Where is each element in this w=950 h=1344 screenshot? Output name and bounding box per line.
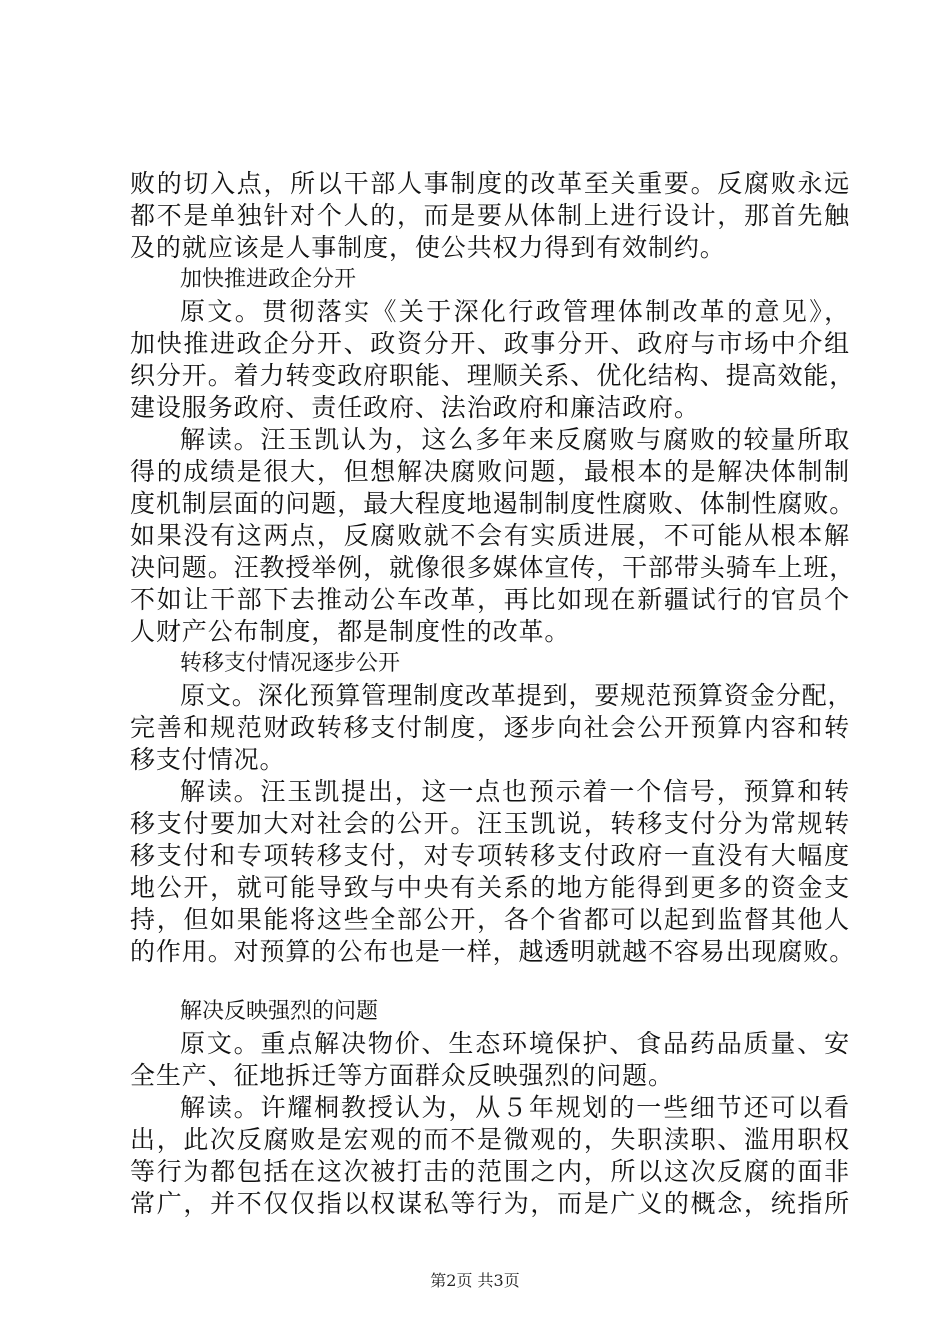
body-line: 的作用。对预算的公布也是一样，越透明就越不容易出现腐败。 [130, 937, 856, 966]
body-line: 得的成绩是很大，但想解决腐败问题，最根本的是解决体制制 [130, 457, 850, 486]
body-line: 织分开。着力转变政府职能、理顺关系、优化结构、提高效能， [130, 361, 856, 390]
section-heading: 转移支付情况逐步公开 [180, 651, 401, 676]
paragraph-gap [130, 968, 850, 996]
body-line: 完善和规范财政转移支付制度，逐步向社会公开预算内容和转 [130, 713, 850, 742]
body-line: 如果没有这两点，反腐败就不会有实质进展，不可能从根本解 [130, 521, 850, 550]
document-body [130, 168, 856, 1220]
body-line: 不如让干部下去推动公车改革，再比如现在新疆试行的官员个 [130, 585, 850, 614]
body-line: 原文。重点解决物价、生态环境保护、食品药品质量、安 [180, 1029, 850, 1058]
section-heading: 解决反映强烈的问题 [180, 999, 379, 1024]
body-line: 及的就应该是人事制度，使公共权力得到有效制约。 [130, 233, 726, 262]
section-heading: 加快推进政企分开 [180, 267, 357, 292]
body-line: 决问题。汪教授举例，就像很多媒体宣传，干部带头骑车上班， [130, 553, 856, 582]
body-line: 原文。深化预算管理制度改革提到，要规范预算资金分配， [180, 681, 854, 710]
body-line: 都不是单独针对个人的，而是要从体制上进行设计，那首先触 [130, 201, 850, 230]
body-line: 地公开，就可能导致与中央有关系的地方能得到更多的资金支 [130, 873, 850, 902]
body-line: 等行为都包括在这次被打击的范围之内，所以这次反腐的面非 [130, 1157, 850, 1186]
body-line: 建设服务政府、责任政府、法治政府和廉洁政府。 [130, 393, 700, 422]
page-footer: 第2页 共3页 [430, 1271, 520, 1290]
body-line: 原文。贯彻落实《关于深化行政管理体制改革的意见》， [180, 297, 850, 326]
body-line: 移支付和专项转移支付，对专项转移支付政府一直没有大幅度 [130, 841, 850, 870]
body-line: 加快推进政企分开、政资分开、政事分开、政府与市场中介组 [130, 329, 850, 358]
body-line: 败的切入点，所以干部人事制度的改革至关重要。反腐败永远 [130, 169, 850, 198]
body-line: 全生产、征地拆迁等方面群众反映强烈的问题。 [130, 1061, 674, 1090]
body-line: 解读。许耀桐教授认为，从５年规划的一些细节还可以看 [180, 1093, 850, 1122]
body-line: 移支付要加大对社会的公开。汪玉凯说，转移支付分为常规转 [130, 809, 850, 838]
body-line: 移支付情况。 [130, 745, 286, 774]
body-line: 解读。汪玉凯认为，这么多年来反腐败与腐败的较量所取 [180, 425, 850, 454]
body-line: 出，此次反腐败是宏观的而不是微观的，失职渎职、滥用职权 [130, 1125, 850, 1154]
body-line: 人财产公布制度，都是制度性的改革。 [130, 617, 571, 646]
body-line: 持，但如果能将这些全部公开，各个省都可以起到监督其他人 [130, 905, 850, 934]
body-line: 常广，并不仅仅指以权谋私等行为，而是广义的概念，统指所 [130, 1189, 850, 1218]
body-line: 解读。汪玉凯提出，这一点也预示着一个信号，预算和转 [180, 777, 850, 806]
body-line: 度机制层面的问题，最大程度地遏制制度性腐败、体制性腐败。 [130, 489, 856, 518]
